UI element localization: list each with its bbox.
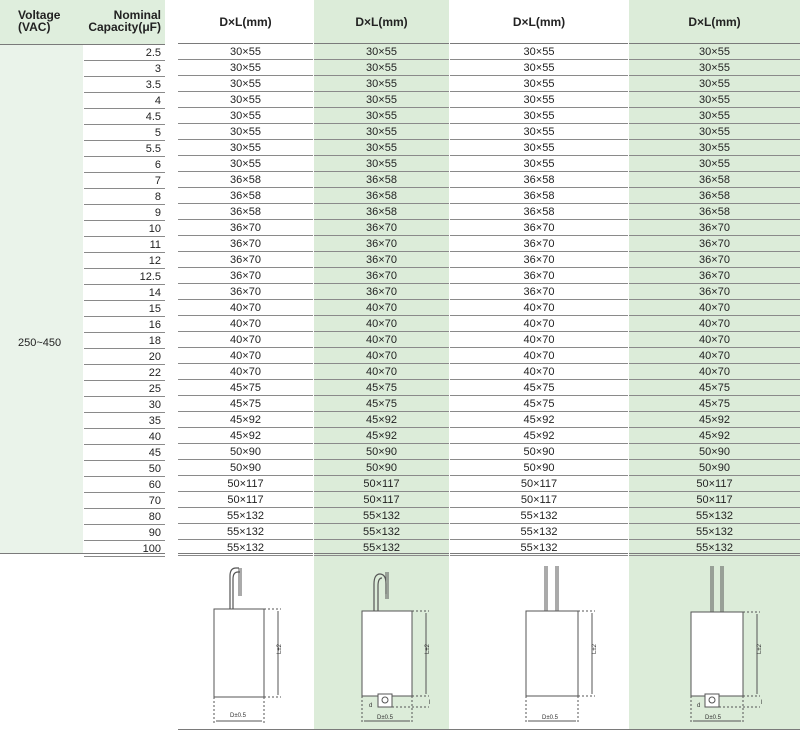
size-cell: 30×55 [178, 92, 313, 108]
size-cell: 36×70 [314, 220, 449, 236]
capacity-cell: 9 [84, 205, 165, 221]
size-cell: 30×55 [314, 44, 449, 60]
size-cell: 30×55 [178, 124, 313, 140]
size-cell: 45×92 [450, 412, 628, 428]
diagram-3 [450, 553, 628, 731]
size-cell: 30×55 [629, 156, 800, 172]
voltage-column [0, 45, 83, 553]
size-cell: 36×58 [314, 188, 449, 204]
size-cell: 40×70 [450, 348, 628, 364]
capacity-cell: 5 [84, 125, 165, 141]
size-cell: 50×117 [178, 476, 313, 492]
size-cell: 30×55 [178, 156, 313, 172]
size-cell: 36×58 [178, 172, 313, 188]
size-cell: 36×58 [450, 188, 628, 204]
size-cell: 50×117 [450, 476, 628, 492]
size-cell: 55×132 [450, 540, 628, 556]
size-cell: 45×75 [178, 396, 313, 412]
capacity-cell: 4 [84, 93, 165, 109]
size-cell: 45×92 [314, 428, 449, 444]
size-cell: 36×70 [450, 284, 628, 300]
size-cell: 50×117 [178, 492, 313, 508]
size-cell: 36×70 [450, 268, 628, 284]
diagram-2 [314, 553, 449, 731]
size-cell: 50×117 [629, 476, 800, 492]
size-cell: 45×75 [629, 380, 800, 396]
capacity-cell: 70 [84, 493, 165, 509]
size-cell: 40×70 [178, 364, 313, 380]
size-cell: 45×92 [629, 412, 800, 428]
capacity-cell: 14 [84, 285, 165, 301]
size-cell: 36×70 [450, 252, 628, 268]
size-cell: 30×55 [450, 44, 628, 60]
size-cell: 36×70 [629, 220, 800, 236]
size-cell: 30×55 [450, 140, 628, 156]
size-cell: 30×55 [629, 124, 800, 140]
size-cell: 45×75 [450, 380, 628, 396]
size-cell: 40×70 [450, 332, 628, 348]
capacity-cell: 45 [84, 445, 165, 461]
size-cell: 36×58 [178, 204, 313, 220]
size-cells [629, 44, 800, 556]
size-cell: 55×132 [314, 524, 449, 540]
size-cell: 36×58 [314, 204, 449, 220]
size-cell: 40×70 [314, 348, 449, 364]
size-cell: 36×70 [178, 236, 313, 252]
capacity-cell: 7 [84, 173, 165, 189]
size-cell: 50×90 [450, 444, 628, 460]
size-cell: 50×90 [178, 460, 313, 476]
size-cell: 40×70 [629, 316, 800, 332]
size-cell: 40×70 [450, 316, 628, 332]
size-cell: 45×92 [629, 428, 800, 444]
size-cell: 30×55 [450, 60, 628, 76]
size-column-1 [178, 0, 313, 730]
capacity-cell: 16 [84, 317, 165, 333]
size-cell: 36×58 [450, 204, 628, 220]
size-cells [178, 44, 313, 556]
size-cell: 30×55 [314, 140, 449, 156]
d-label: d [697, 703, 701, 709]
size-cell: 36×58 [629, 172, 800, 188]
size-cell: 40×70 [450, 364, 628, 380]
l-label: l [761, 700, 763, 706]
capacity-cell: 4.5 [84, 109, 165, 125]
size-cell: 50×117 [314, 492, 449, 508]
length-label: L±2 [757, 644, 763, 654]
diameter-label: D±0.5 [542, 715, 558, 721]
size-cell: 30×55 [450, 108, 628, 124]
capacitor-diagram-4 [629, 554, 800, 731]
capacity-cell: 3 [84, 61, 165, 77]
size-cell: 30×55 [178, 60, 313, 76]
size-cell: 55×132 [450, 508, 628, 524]
capacity-column [84, 45, 165, 557]
voltage-header: Voltage (VAC) [18, 8, 61, 34]
column-header: D×L(mm) [314, 0, 449, 44]
column-header: D×L(mm) [629, 0, 800, 44]
size-cell: 50×90 [314, 460, 449, 476]
size-cell: 55×132 [178, 540, 313, 556]
d-label: d [369, 703, 373, 709]
size-cell: 40×70 [178, 316, 313, 332]
size-cell: 55×132 [178, 524, 313, 540]
size-cell: 30×55 [314, 76, 449, 92]
capacity-cell: 30 [84, 397, 165, 413]
size-cell: 55×132 [314, 540, 449, 556]
size-cell: 30×55 [314, 60, 449, 76]
size-cell: 30×55 [314, 124, 449, 140]
size-cell: 45×75 [314, 396, 449, 412]
size-cell: 36×70 [314, 252, 449, 268]
capacity-cell: 12.5 [84, 269, 165, 285]
size-cell: 36×70 [178, 268, 313, 284]
size-cell: 30×55 [450, 76, 628, 92]
size-cell: 50×117 [450, 492, 628, 508]
length-label: L±2 [425, 644, 431, 654]
size-cell: 36×70 [629, 284, 800, 300]
size-cell: 36×70 [629, 252, 800, 268]
size-cell: 45×75 [314, 380, 449, 396]
capacity-cell: 6 [84, 157, 165, 173]
left-header [0, 0, 165, 45]
size-column-4 [629, 0, 800, 730]
size-cell: 36×58 [178, 188, 313, 204]
size-cell: 30×55 [450, 124, 628, 140]
capacity-cell: 11 [84, 237, 165, 253]
left-panel [0, 0, 165, 736]
size-cell: 36×70 [314, 236, 449, 252]
capacity-cell: 100 [84, 541, 165, 557]
size-cell: 30×55 [314, 92, 449, 108]
diagram-4 [629, 553, 800, 731]
capacitor-diagram-3 [450, 554, 628, 731]
size-cell: 30×55 [629, 44, 800, 60]
l-label: l [429, 700, 431, 706]
capacity-cell: 25 [84, 381, 165, 397]
size-cell: 36×70 [450, 236, 628, 252]
table-bottom-rule [178, 729, 800, 730]
size-cell: 40×70 [629, 348, 800, 364]
size-cell: 40×70 [178, 332, 313, 348]
capacitor-diagram-2 [314, 554, 449, 731]
size-cell: 55×132 [629, 508, 800, 524]
size-cell: 30×55 [629, 92, 800, 108]
left-bottom-area [0, 553, 165, 737]
size-cell: 36×70 [629, 236, 800, 252]
size-cell: 30×55 [629, 60, 800, 76]
size-cell: 40×70 [314, 332, 449, 348]
size-cell: 50×90 [178, 444, 313, 460]
size-cell: 30×55 [178, 44, 313, 60]
size-cell: 55×132 [629, 540, 800, 556]
size-cell: 30×55 [178, 140, 313, 156]
capacity-cell: 12 [84, 253, 165, 269]
capacity-cell: 35 [84, 413, 165, 429]
size-cell: 40×70 [629, 332, 800, 348]
size-cell: 36×58 [314, 172, 449, 188]
capacity-cell: 15 [84, 301, 165, 317]
size-cell: 36×58 [629, 204, 800, 220]
size-cell: 30×55 [450, 156, 628, 172]
size-cell: 45×75 [450, 396, 628, 412]
size-cell: 55×132 [178, 508, 313, 524]
voltage-value: 250~450 [18, 337, 62, 349]
size-column-2 [314, 0, 449, 730]
size-cell: 40×70 [178, 300, 313, 316]
length-label: L±2 [277, 644, 283, 654]
capacity-cell: 2.5 [84, 45, 165, 61]
size-cells [314, 44, 449, 556]
size-cell: 45×92 [178, 428, 313, 444]
capacity-cell: 20 [84, 349, 165, 365]
size-cell: 55×132 [314, 508, 449, 524]
size-cell: 36×70 [178, 284, 313, 300]
capacity-cell: 50 [84, 461, 165, 477]
size-cell: 30×55 [178, 76, 313, 92]
size-cell: 30×55 [629, 140, 800, 156]
size-cell: 40×70 [178, 348, 313, 364]
size-cell: 50×90 [629, 444, 800, 460]
size-cell: 45×75 [178, 380, 313, 396]
size-cell: 36×70 [314, 284, 449, 300]
capacity-header: Nominal Capacity(μF) [88, 8, 161, 34]
capacity-cell: 18 [84, 333, 165, 349]
size-cell: 50×90 [450, 460, 628, 476]
size-cell: 40×70 [314, 364, 449, 380]
size-cell: 40×70 [314, 316, 449, 332]
size-cell: 36×58 [450, 172, 628, 188]
size-cells [450, 44, 628, 556]
size-cell: 36×70 [178, 252, 313, 268]
size-cell: 45×92 [450, 428, 628, 444]
size-cell: 36×70 [314, 268, 449, 284]
size-cell: 36×70 [629, 268, 800, 284]
size-cell: 55×132 [450, 524, 628, 540]
size-cell: 30×55 [178, 108, 313, 124]
size-cell: 45×92 [314, 412, 449, 428]
size-cell: 50×90 [629, 460, 800, 476]
capacity-cell: 5.5 [84, 141, 165, 157]
size-cell: 30×55 [450, 92, 628, 108]
size-cell: 36×58 [629, 188, 800, 204]
capacity-cell: 8 [84, 189, 165, 205]
size-cell: 30×55 [629, 76, 800, 92]
size-cell: 36×70 [178, 220, 313, 236]
size-cell: 30×55 [314, 156, 449, 172]
capacity-cell: 40 [84, 429, 165, 445]
capacity-cell: 90 [84, 525, 165, 541]
capacity-cell: 22 [84, 365, 165, 381]
capacity-cell: 3.5 [84, 77, 165, 93]
size-cell: 45×75 [629, 396, 800, 412]
column-header: D×L(mm) [450, 0, 628, 44]
size-cell: 50×90 [314, 444, 449, 460]
size-cell: 45×92 [178, 412, 313, 428]
size-table [178, 0, 800, 736]
diagram-1 [178, 553, 313, 731]
column-header: D×L(mm) [178, 0, 313, 44]
size-cell: 40×70 [629, 364, 800, 380]
size-cell: 40×70 [629, 300, 800, 316]
size-cell: 36×70 [450, 220, 628, 236]
size-cell: 40×70 [314, 300, 449, 316]
size-cell: 50×117 [629, 492, 800, 508]
capacity-cell: 10 [84, 221, 165, 237]
size-cell: 40×70 [450, 300, 628, 316]
capacitor-diagram-1 [178, 554, 313, 731]
diameter-label: D±0.5 [377, 715, 393, 721]
capacity-cell: 80 [84, 509, 165, 525]
capacity-cell: 60 [84, 477, 165, 493]
size-column-3 [450, 0, 628, 730]
size-cell: 55×132 [629, 524, 800, 540]
size-cell: 30×55 [629, 108, 800, 124]
size-cell: 30×55 [314, 108, 449, 124]
diameter-label: D±0.5 [705, 715, 721, 721]
size-cell: 50×117 [314, 476, 449, 492]
diameter-label: D±0.5 [230, 713, 246, 719]
length-label: L±2 [592, 644, 598, 654]
